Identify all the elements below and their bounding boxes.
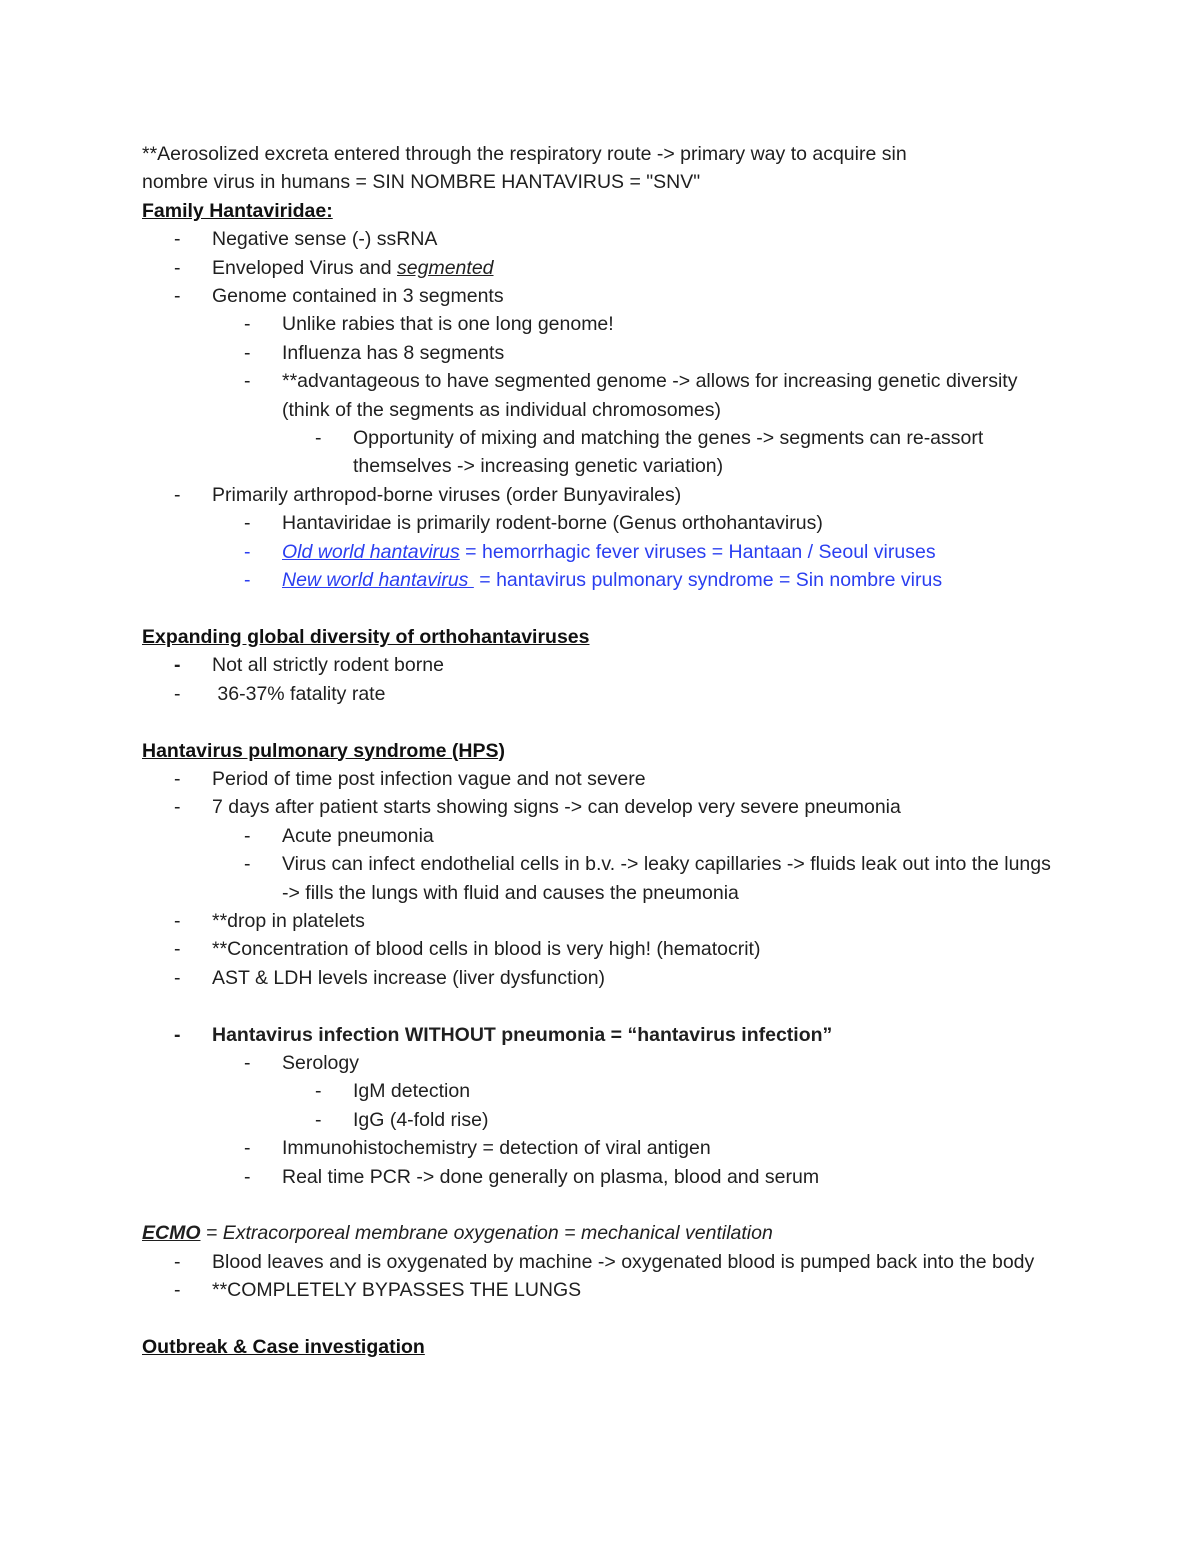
dash-bullet: - <box>244 824 251 847</box>
list-item: - Immunohistochemistry = detection of viral antigen <box>142 1134 1072 1162</box>
list-item: - **Concentration of blood cells in blood is very high! (hematocrit) <box>142 935 1072 963</box>
dash-bullet: - <box>174 1279 181 1302</box>
list-item: - Acute pneumonia <box>142 822 1072 850</box>
ecmo-term: ECMO <box>142 1222 201 1245</box>
dash-bullet: - <box>174 966 181 989</box>
spacer <box>142 992 1072 1020</box>
spacer <box>142 1305 1072 1333</box>
spacer <box>142 1191 1072 1219</box>
list-item: - 7 days after patient starts showing signs -> can develop very severe pneumonia <box>142 793 1072 821</box>
dash-bullet: - <box>174 256 181 279</box>
document-body <box>142 140 1072 1361</box>
list-item: - New world hantavirus = hantavirus pulmonary syndrome = Sin nombre virus <box>142 566 1072 594</box>
dash-bullet: - <box>244 1137 251 1160</box>
list-item: - Period of time post infection vague and not severe <box>142 765 1072 793</box>
list-item: - AST & LDH levels increase (liver dysfunction) <box>142 964 1072 992</box>
expanding-heading: Expanding global diversity of orthohantaviruses <box>142 625 590 648</box>
family-heading: Family Hantaviridae: <box>142 199 333 222</box>
list-item: - **advantageous to have segmented genome -> allows for increasing genetic diversity (think of the segments as individual chromosomes) <box>142 367 1042 424</box>
list-item: - Blood leaves and is oxygenated by machine -> oxygenated blood is pumped back into the body <box>142 1248 1042 1276</box>
dash-bullet: - <box>244 313 251 336</box>
list-item: - Hantavirus infection WITHOUT pneumonia = “hantavirus infection” <box>142 1021 1072 1049</box>
spacer <box>142 708 1072 736</box>
dash-bullet: - <box>315 427 322 450</box>
dash-bullet: - <box>244 370 251 393</box>
dash-bullet: - <box>244 1165 251 1188</box>
list-item: - Influenza has 8 segments <box>142 339 1072 367</box>
list-item: - Opportunity of mixing and matching the genes -> segments can re-assort themselves -> increasing genetic variation) <box>142 424 1053 481</box>
dash-bullet: - <box>174 767 181 790</box>
list-item: - Genome contained in 3 segments <box>142 282 1072 310</box>
dash-bullet: - <box>174 1250 181 1273</box>
dash-bullet: - <box>174 654 181 677</box>
dash-bullet: - <box>244 540 251 563</box>
list-item: - **COMPLETELY BYPASSES THE LUNGS <box>142 1276 1072 1304</box>
dash-bullet: - <box>315 1108 322 1131</box>
list-item: - IgG (4-fold rise) <box>142 1106 1072 1134</box>
list-item: - Virus can infect endothelial cells in b.v. -> leaky capillaries -> fluids leak out into the lungs -> fills the lungs with fluid and causes the pneumonia <box>142 850 1057 907</box>
dash-bullet: - <box>174 1023 181 1046</box>
list-item: - Negative sense (-) ssRNA <box>142 225 1072 253</box>
list-item: - Not all strictly rodent borne <box>142 651 1072 679</box>
dash-bullet: - <box>244 1051 251 1074</box>
list-item: - 36-37% fatality rate <box>142 680 1072 708</box>
dash-bullet: - <box>174 285 181 308</box>
dash-bullet: - <box>244 853 251 876</box>
dash-bullet: - <box>244 512 251 535</box>
list-item: - Enveloped Virus and segmented <box>142 254 1072 282</box>
dash-bullet: - <box>174 909 181 932</box>
dash-bullet: - <box>174 796 181 819</box>
dash-bullet: - <box>315 1080 322 1103</box>
dash-bullet: - <box>244 569 251 592</box>
dash-bullet: - <box>174 228 181 251</box>
list-item: - IgM detection <box>142 1077 1072 1105</box>
new-world-hantavirus-term: New world hantavirus <box>282 569 474 592</box>
list-item: - Hantaviridae is primarily rodent-borne (Genus orthohantavirus) <box>142 509 1072 537</box>
hps-heading: Hantavirus pulmonary syndrome (HPS) <box>142 739 505 762</box>
list-item: - Real time PCR -> done generally on plasma, blood and serum <box>142 1163 1072 1191</box>
dash-bullet: - <box>174 938 181 961</box>
dash-bullet: - <box>244 341 251 364</box>
dash-bullet: - <box>174 682 181 705</box>
intro-line-2: nombre virus in humans = SIN NOMBRE HANTAVIRUS = "SNV" <box>142 171 701 194</box>
list-item: - Unlike rabies that is one long genome! <box>142 310 1072 338</box>
segmented-emphasis: segmented <box>397 256 494 279</box>
list-item: - **drop in platelets <box>142 907 1072 935</box>
intro-line-1: **Aerosolized excreta entered through the respiratory route -> primary way to acquire sin <box>142 143 907 165</box>
old-world-hantavirus-term: Old world hantavirus <box>282 540 460 563</box>
list-item: - Serology <box>142 1049 1072 1077</box>
ecmo-definition: ECMO = Extracorporeal membrane oxygenation = mechanical ventilation <box>142 1222 773 1245</box>
dash-bullet: - <box>174 483 181 506</box>
list-item: - Primarily arthropod-borne viruses (order Bunyavirales) <box>142 481 1072 509</box>
list-item: - Old world hantavirus = hemorrhagic fever viruses = Hantaan / Seoul viruses <box>142 538 1072 566</box>
spacer <box>142 595 1072 623</box>
outbreak-heading: Outbreak & Case investigation <box>142 1335 425 1358</box>
